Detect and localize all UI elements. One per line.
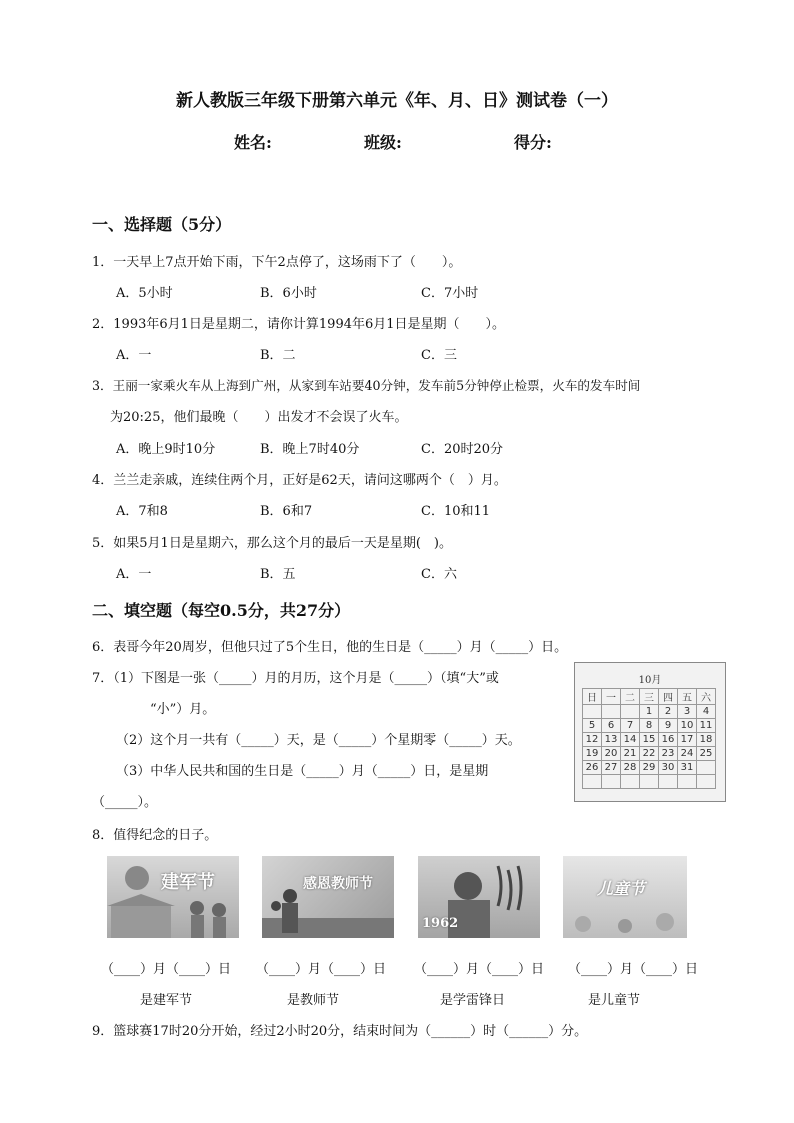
childrens-day-date-blank: （____）月（____）日	[568, 962, 699, 977]
weekday-cell: 三	[640, 689, 659, 705]
childrens-day-caption: 儿童节	[597, 879, 646, 898]
army-day-caption: 建军节	[161, 872, 215, 893]
lei-feng-day-date-blank: （____）月（____）日	[414, 962, 545, 977]
day-cell	[583, 705, 602, 719]
day-cell	[621, 705, 640, 719]
q4-option-c: C．10和11	[421, 504, 491, 519]
day-cell	[602, 705, 621, 719]
calendar-weekday-row	[583, 689, 716, 705]
q5-option-a: A．一	[116, 567, 152, 582]
day-cell: 13	[602, 733, 621, 747]
question-7-line5: （_____）。	[92, 795, 158, 810]
childrens-day-picture	[563, 856, 687, 938]
question-6: 6．表哥今年20周岁，但他只过了5个生日，他的生日是（_____）月（_____）日。	[92, 640, 568, 655]
question-7-line1: 7．（1）下图是一张（_____）月的月历，这个月是（_____）（填“大”或	[92, 671, 499, 686]
q5-option-c: C．六	[421, 567, 457, 582]
teachers-day-label: 是教师节	[287, 993, 340, 1008]
question-9: 9．篮球赛17时20分开始，经过2小时20分，结束时间为（______）时（______）分。	[92, 1024, 588, 1039]
score-label: 得分:	[514, 133, 552, 152]
calendar-week-row	[583, 733, 716, 747]
calendar-title: 10月	[638, 675, 662, 686]
teachers-day-caption: 感恩教师节	[303, 876, 373, 892]
question-7-line3: （2）这个月一共有（_____）天，是（_____）个星期零（_____）天。	[116, 733, 521, 748]
q1-option-b: B．6小时	[260, 286, 317, 301]
name-label: 姓名:	[234, 133, 272, 152]
calendar-grid	[582, 688, 716, 789]
question-2: 2．1993年6月1日是星期二，请你计算1994年6月1日是星期（ ）。	[92, 317, 506, 332]
day-cell: 22	[640, 747, 659, 761]
calendar-week-row	[583, 761, 716, 775]
q2-option-c: C．三	[421, 348, 457, 363]
day-cell: 25	[697, 747, 716, 761]
day-cell: 8	[640, 719, 659, 733]
day-cell: 29	[640, 761, 659, 775]
lei-feng-day-label: 是学雷锋日	[440, 993, 506, 1008]
weekday-cell: 日	[583, 689, 602, 705]
day-cell: 12	[583, 733, 602, 747]
day-cell: 10	[678, 719, 697, 733]
day-cell: 20	[602, 747, 621, 761]
day-cell	[583, 775, 602, 789]
day-cell: 27	[602, 761, 621, 775]
day-cell: 3	[678, 705, 697, 719]
lei-feng-picture	[418, 856, 540, 938]
teachers-day-picture	[262, 856, 394, 938]
day-cell: 28	[621, 761, 640, 775]
weekday-cell: 六	[697, 689, 716, 705]
question-3: 3．王丽一家乘火车从上海到广州，从家到车站要40分钟，发车前5分钟停止检票，火车的发车时间	[92, 378, 641, 393]
day-cell	[621, 775, 640, 789]
day-cell: 17	[678, 733, 697, 747]
day-cell: 15	[640, 733, 659, 747]
day-cell: 14	[621, 733, 640, 747]
calendar-week-row	[583, 705, 716, 719]
q2-option-a: A．一	[116, 348, 152, 363]
q3-option-a: A．晚上9时10分	[116, 442, 216, 457]
q1-option-c: C．7小时	[421, 286, 479, 301]
question-7-line2: “小”）月。	[150, 702, 216, 717]
question-1: 1．一天早上7点开始下雨，下午2点停了，这场雨下了（ ）。	[92, 255, 462, 270]
army-day-picture	[107, 856, 239, 938]
day-cell: 4	[697, 705, 716, 719]
day-cell: 19	[583, 747, 602, 761]
day-cell: 26	[583, 761, 602, 775]
day-cell	[659, 775, 678, 789]
weekday-cell: 一	[602, 689, 621, 705]
day-cell	[678, 775, 697, 789]
day-cell: 6	[602, 719, 621, 733]
question-7-line4: （3）中华人民共和国的生日是（_____）月（_____）日，是星期	[116, 764, 489, 779]
childrens-day-label: 是儿童节	[588, 993, 641, 1008]
day-cell: 1	[640, 705, 659, 719]
day-cell: 21	[621, 747, 640, 761]
calendar-week-row	[583, 719, 716, 733]
day-cell	[602, 775, 621, 789]
day-cell: 30	[659, 761, 678, 775]
day-cell: 18	[697, 733, 716, 747]
class-label: 班级:	[364, 133, 402, 152]
calendar-week-row	[583, 775, 716, 789]
day-cell	[697, 775, 716, 789]
day-cell: 7	[621, 719, 640, 733]
page-title: 新人教版三年级下册第六单元《年、月、日》测试卷（一）	[176, 91, 618, 111]
day-cell: 5	[583, 719, 602, 733]
lei-feng-year: 1962	[422, 916, 459, 931]
q4-option-a: A．7和8	[116, 504, 168, 519]
weekday-cell: 五	[678, 689, 697, 705]
army-day-label: 是建军节	[140, 993, 193, 1008]
q3-option-b: B．晚上7时40分	[260, 442, 360, 457]
weekday-cell: 四	[659, 689, 678, 705]
question-3-line2: 为20:25，他们最晚（ ）出发才不会误了火车。	[110, 410, 408, 425]
q2-option-b: B．二	[260, 348, 296, 363]
weekday-cell: 二	[621, 689, 640, 705]
day-cell: 23	[659, 747, 678, 761]
day-cell	[697, 761, 716, 775]
army-day-date-blank: （____）月（____）日	[101, 962, 232, 977]
day-cell: 9	[659, 719, 678, 733]
q4-option-b: B．6和7	[260, 504, 313, 519]
section2-heading: 二、填空题（每空0.5分，共27分）	[92, 601, 351, 620]
day-cell: 16	[659, 733, 678, 747]
day-cell: 2	[659, 705, 678, 719]
day-cell: 31	[678, 761, 697, 775]
calendar-week-row	[583, 747, 716, 761]
question-5: 5．如果5月1日是星期六，那么这个月的最后一天是星期( )。	[92, 536, 452, 551]
day-cell	[640, 775, 659, 789]
day-cell: 11	[697, 719, 716, 733]
question-8: 8．值得纪念的日子。	[92, 828, 218, 843]
section1-heading: 一、选择题（5分）	[92, 215, 232, 234]
question-4: 4．兰兰走亲戚，连续住两个月，正好是62天，请问这哪两个（ ）月。	[92, 473, 507, 488]
teachers-day-date-blank: （____）月（____）日	[256, 962, 387, 977]
q5-option-b: B．五	[260, 567, 296, 582]
q1-option-a: A．5小时	[116, 286, 173, 301]
october-calendar	[574, 662, 726, 802]
teachers-day-illustration	[262, 856, 394, 938]
q3-option-c: C．20时20分	[421, 442, 504, 457]
day-cell: 24	[678, 747, 697, 761]
